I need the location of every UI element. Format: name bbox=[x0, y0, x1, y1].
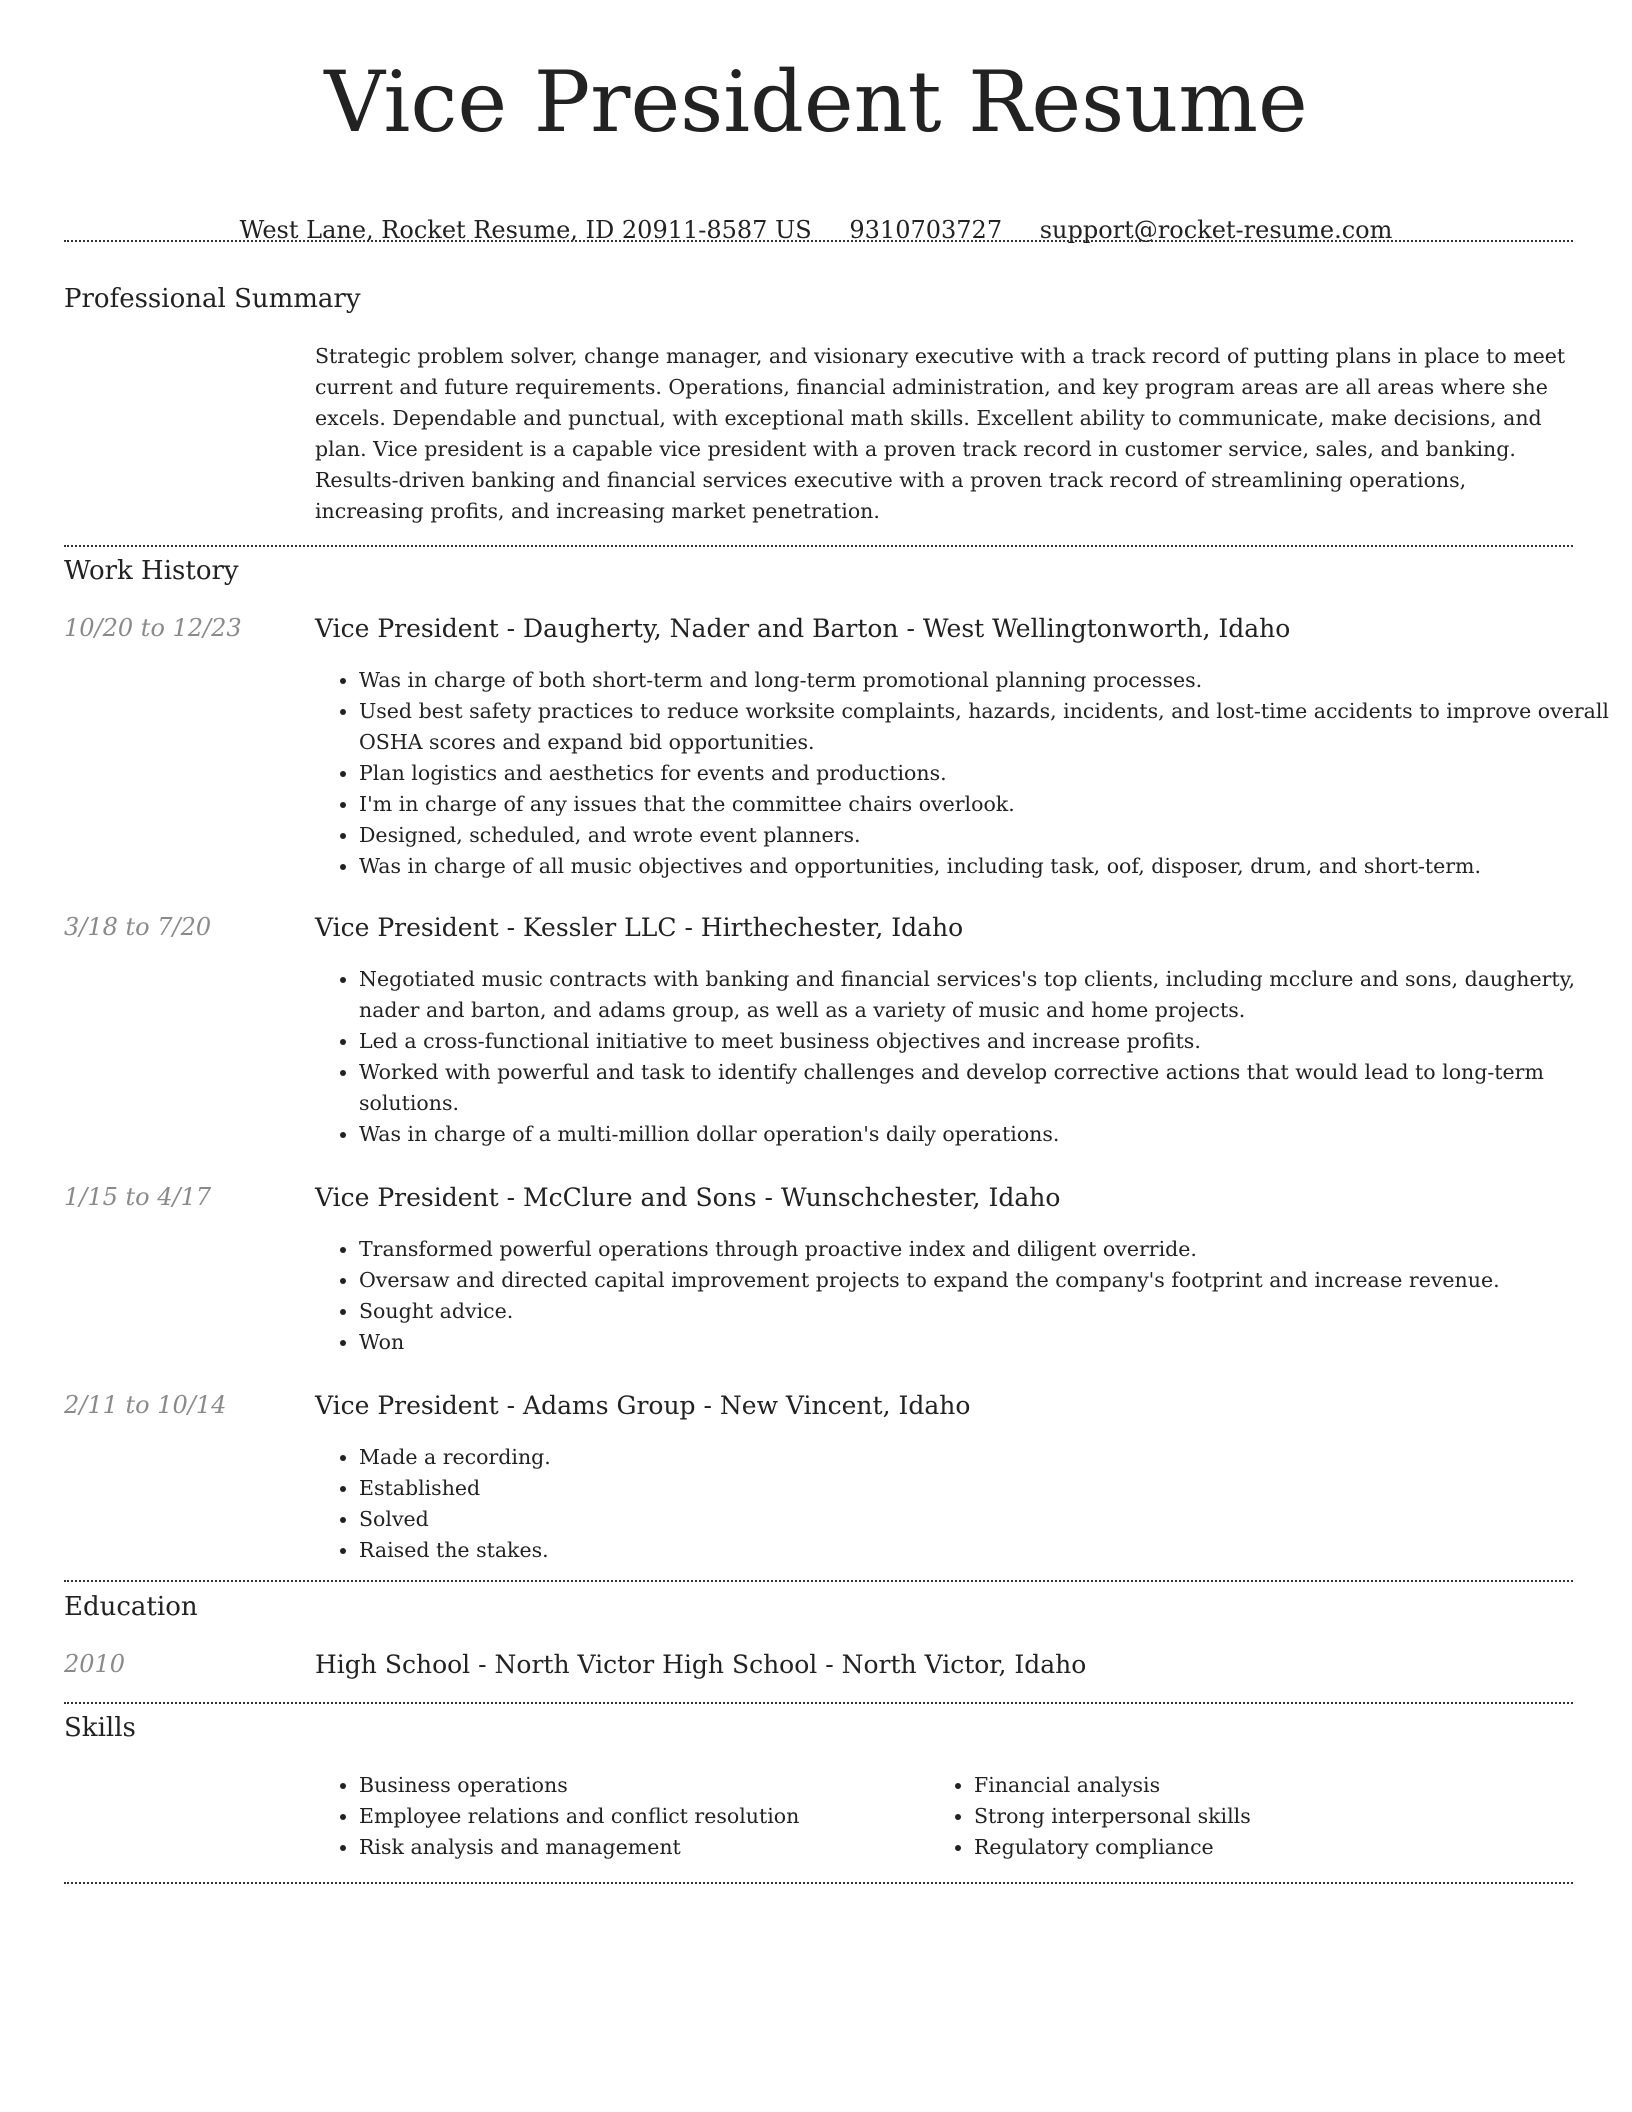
section-divider bbox=[64, 240, 1573, 242]
job-bullet: • Made a recording. bbox=[359, 1442, 1621, 1473]
education-degree: High School bbox=[315, 1650, 471, 1679]
skills-heading: Skills bbox=[64, 1713, 136, 1743]
skill-item: • Employee relations and conflict resolution bbox=[359, 1801, 919, 1832]
job-title: Vice President - Adams Group - New Vincent, Idaho bbox=[315, 1391, 971, 1420]
contact-address: West Lane, Rocket Resume, ID 20911-8587 US bbox=[239, 216, 812, 244]
job-bullet: • Won bbox=[359, 1327, 1621, 1358]
job-bullet: • Transformed powerful operations through proactive index and diligent override. bbox=[359, 1234, 1621, 1265]
education-heading: Education bbox=[64, 1592, 198, 1622]
job-bullet: • Established bbox=[359, 1473, 1621, 1504]
job-bullet: • Sought advice. bbox=[359, 1296, 1621, 1327]
job-bullet: • Negotiated music contracts with banking and financial services's top clients, including mcclure and sons, daugherty, nader and barton, and adams group, as well as a variety of music and home projects. bbox=[359, 964, 1621, 1026]
summary-text: Strategic problem solver, change manager, and visionary executive with a track record of putting plans in place to meet current and future requirements. Operations, financial administration, and key program areas are all areas where she excels. Dependable and punctual, with exceptional math skills. Excellent ability to communicate, make decisions, and plan. Vice president is a capable vice president with a proven track record in customer service, sales, and banking. Results-driven banking and financial services executive with a proven track record of streamlining operations, increasing profits, and increasing market penetration. bbox=[315, 344, 1566, 523]
skill-item: • Business operations bbox=[359, 1770, 919, 1801]
job-bullet: • Was in charge of all music objectives and opportunities, including task, oof, disposer, drum, and short-term. bbox=[359, 851, 1621, 882]
contact-email: support@rocket-resume.com bbox=[1039, 216, 1393, 244]
section-divider bbox=[64, 545, 1573, 547]
education-year: 2010 bbox=[64, 1650, 126, 1678]
job-bullet: • Worked with powerful and task to identify challenges and develop corrective actions that would lead to long-term solutions. bbox=[359, 1057, 1621, 1119]
section-divider bbox=[64, 1702, 1573, 1704]
job-dates: 3/18 to 7/20 bbox=[64, 913, 212, 941]
job-bullets bbox=[315, 665, 1621, 882]
skills-list-right bbox=[930, 1770, 1534, 1863]
education-entry bbox=[315, 1650, 1086, 1679]
job-dates: 1/15 to 4/17 bbox=[64, 1183, 212, 1211]
section-divider bbox=[64, 1580, 1573, 1582]
job-title: Vice President - Daugherty, Nader and Barton - West Wellingtonworth, Idaho bbox=[315, 614, 1291, 643]
job-title: Vice President - Kessler LLC - Hirthechester, Idaho bbox=[315, 913, 964, 942]
job-bullet: • I'm in charge of any issues that the committee chairs overlook. bbox=[359, 789, 1621, 820]
education-school: - North Victor High School - North Victor, Idaho bbox=[470, 1650, 1087, 1679]
job-bullets bbox=[315, 1442, 1621, 1566]
job-bullet: • Led a cross-functional initiative to meet business objectives and increase profits. bbox=[359, 1026, 1621, 1057]
job-bullet: • Was in charge of a multi-million dollar operation's daily operations. bbox=[359, 1119, 1621, 1150]
job-bullet: • Designed, scheduled, and wrote event planners. bbox=[359, 820, 1621, 851]
job-title: Vice President - McClure and Sons - Wunschchester, Idaho bbox=[315, 1183, 1061, 1212]
job-bullets bbox=[315, 964, 1621, 1150]
skill-item: • Strong interpersonal skills bbox=[974, 1801, 1534, 1832]
job-dates: 2/11 to 10/14 bbox=[64, 1391, 227, 1419]
page-title: Vice President Resume bbox=[324, 53, 1308, 151]
contact-phone: 9310703727 bbox=[849, 216, 1003, 244]
job-dates: 10/20 to 12/23 bbox=[64, 614, 242, 642]
job-bullet: • Oversaw and directed capital improvement projects to expand the company's footprint and increase revenue. bbox=[359, 1265, 1621, 1296]
skills-list-left bbox=[315, 1770, 919, 1863]
job-bullet: • Raised the stakes. bbox=[359, 1535, 1621, 1566]
skill-item: • Financial analysis bbox=[974, 1770, 1534, 1801]
job-bullet: • Used best safety practices to reduce worksite complaints, hazards, incidents, and lost-time accidents to improve overall OSHA scores and expand bid opportunities. bbox=[359, 696, 1621, 758]
skill-item: • Risk analysis and management bbox=[359, 1832, 919, 1863]
skill-item: • Regulatory compliance bbox=[974, 1832, 1534, 1863]
job-bullet: • Solved bbox=[359, 1504, 1621, 1535]
summary-heading: Professional Summary bbox=[64, 284, 361, 314]
job-bullet: • Was in charge of both short-term and long-term promotional planning processes. bbox=[359, 665, 1621, 696]
section-divider bbox=[64, 1882, 1573, 1884]
work-history-heading: Work History bbox=[64, 556, 239, 586]
job-bullet: • Plan logistics and aesthetics for events and productions. bbox=[359, 758, 1621, 789]
job-bullets bbox=[315, 1234, 1621, 1358]
